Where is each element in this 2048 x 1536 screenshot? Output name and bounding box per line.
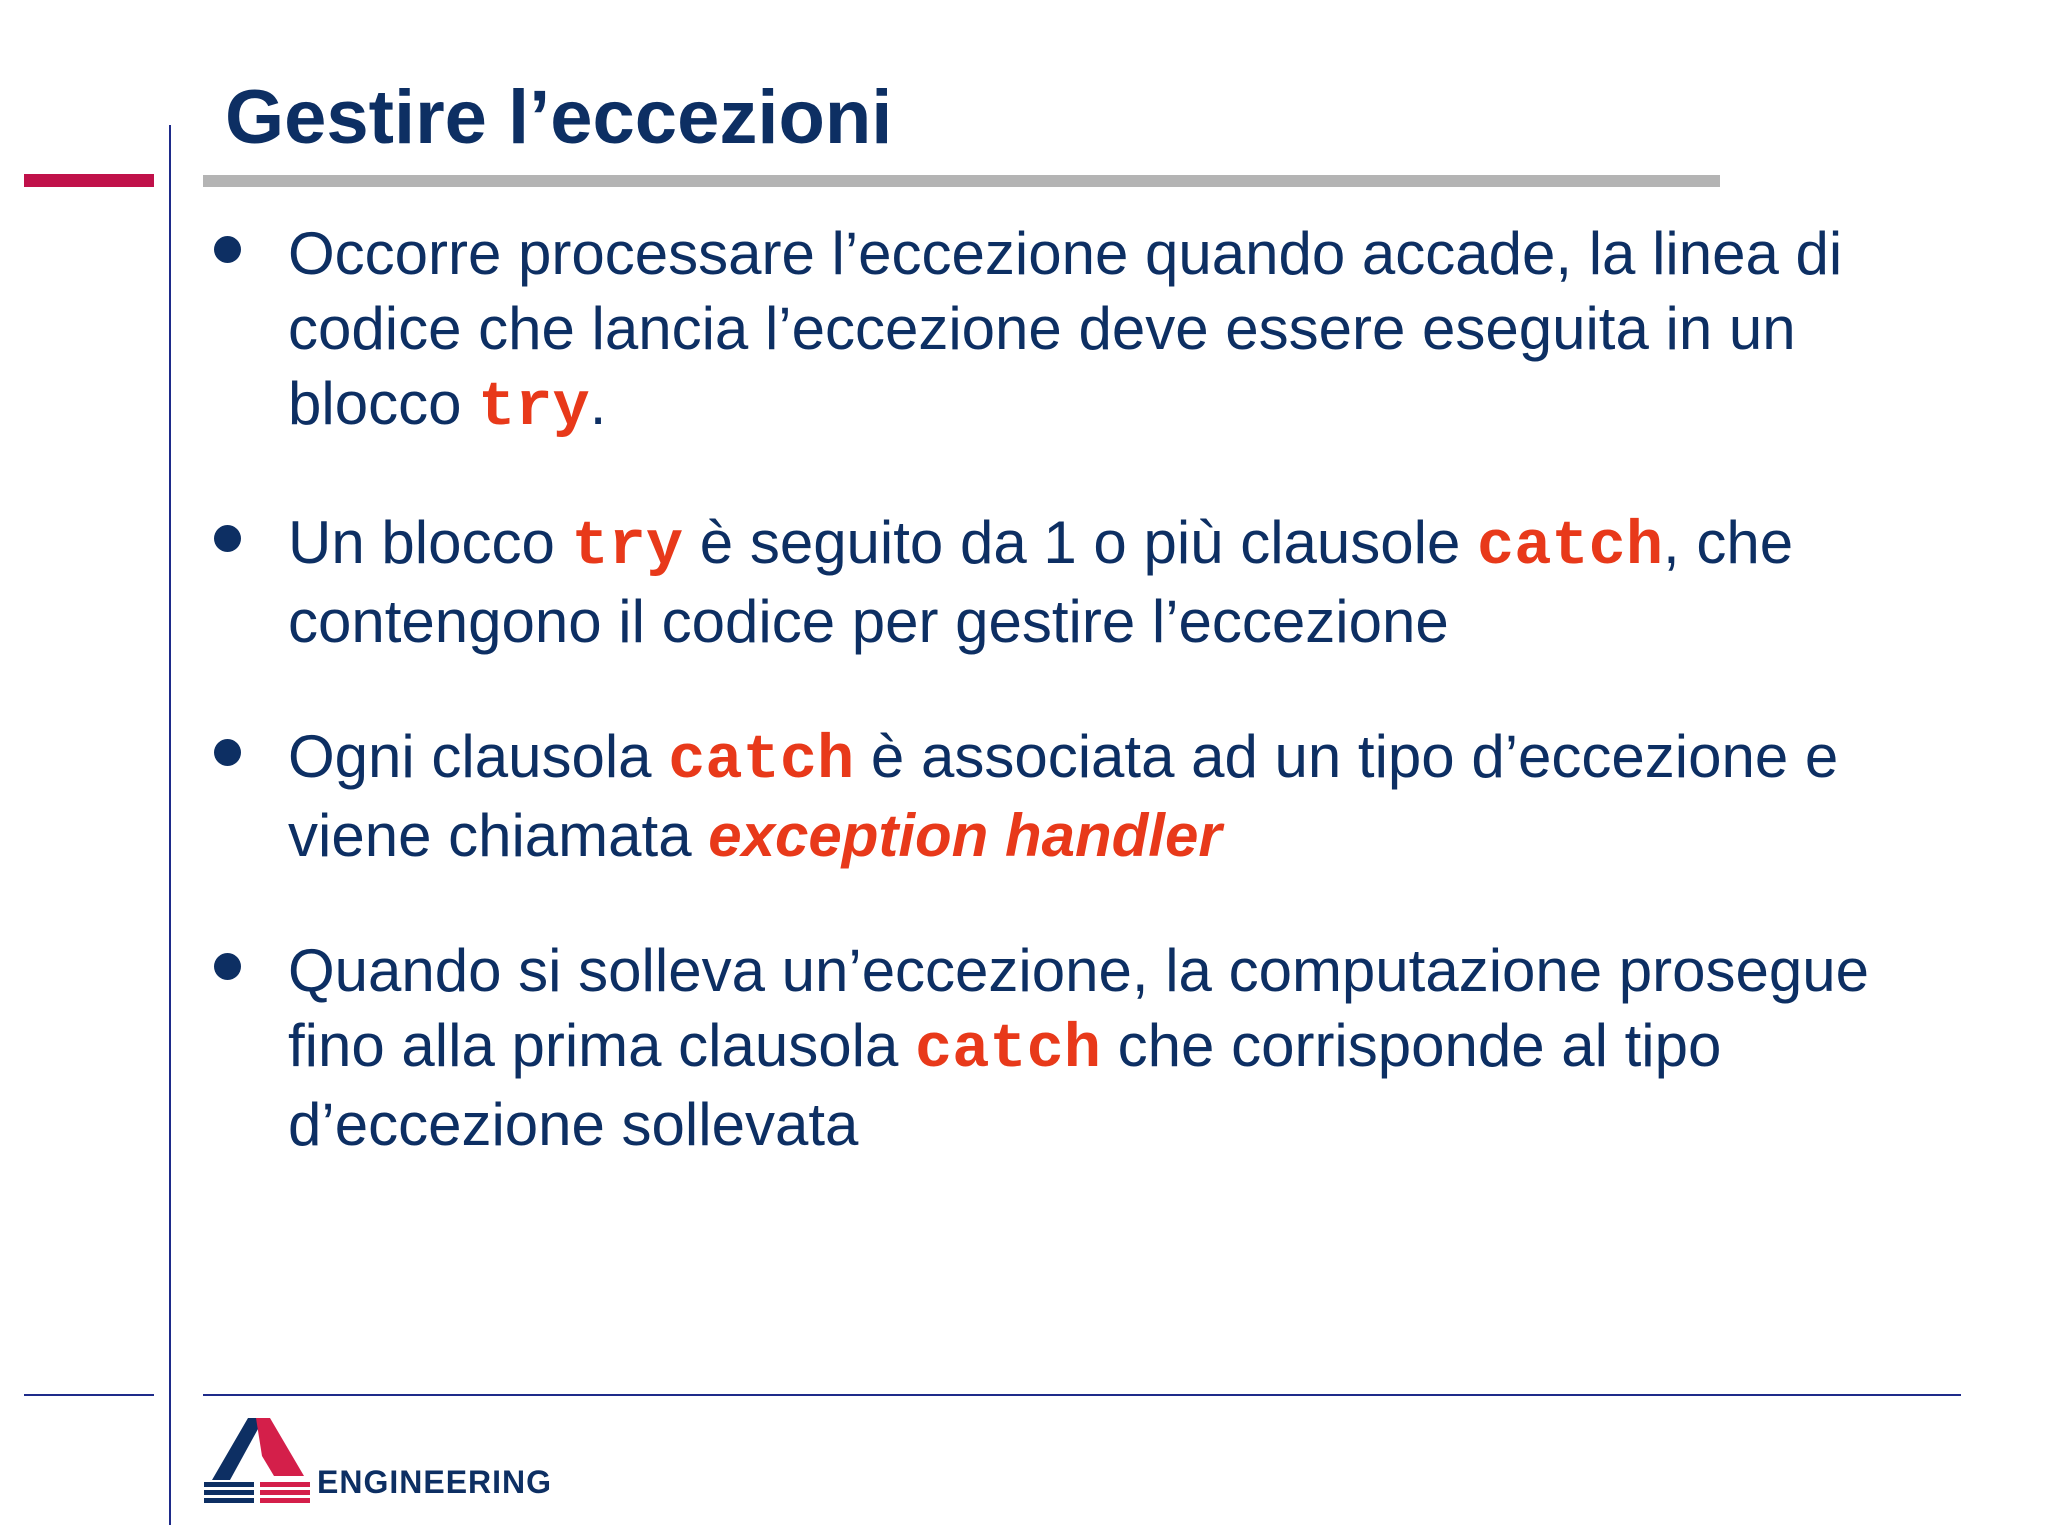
engineering-logo-mark-icon xyxy=(204,1410,310,1506)
emphasis-exception-handler: exception handler xyxy=(708,802,1222,869)
keyword-try: try xyxy=(571,511,684,582)
keyword-catch: catch xyxy=(1477,511,1664,582)
logo-wordmark: ENGINEERING xyxy=(317,1464,553,1500)
bullet-text: Occorre processare l’eccezione quando accade, la linea di codice che lancia l’eccezione deve essere eseguita in un blocco xyxy=(288,220,1843,437)
engineering-logo xyxy=(204,1410,604,1510)
bullet-dot-icon xyxy=(214,953,241,980)
footer-rule-left xyxy=(24,1394,154,1396)
bullet-dot-icon xyxy=(214,236,241,263)
bullet-list xyxy=(200,216,1900,1222)
slide-title: Gestire l’eccezioni xyxy=(225,75,893,160)
bullet-text: Un blocco xyxy=(288,509,572,576)
bullet-item xyxy=(200,505,1900,659)
bullet-dot-icon xyxy=(214,739,241,766)
bullet-item xyxy=(200,933,1900,1162)
title-underline xyxy=(203,175,1720,187)
bullet-text: è associata ad un tipo d’eccezione e viene chiamata xyxy=(288,723,1839,869)
bullet-text: . xyxy=(589,370,607,437)
bullet-item xyxy=(200,719,1900,873)
keyword-catch: catch xyxy=(668,725,855,796)
bullet-text: Ogni clausola xyxy=(288,723,669,790)
bullet-text: , che contengono il codice per gestire l’eccezione xyxy=(288,509,1794,655)
bullet-text: è seguito da 1 o più clausole xyxy=(683,509,1477,576)
bullet-text: che corrisponde al tipo d’eccezione sollevata xyxy=(288,1012,1722,1158)
bullet-item xyxy=(200,216,1900,445)
bullet-text: Quando si solleva un’eccezione, la computazione prosegue fino alla prima clausola xyxy=(288,937,1870,1079)
bullet-dot-icon xyxy=(214,525,241,552)
title-accent-bar xyxy=(24,174,154,187)
left-vertical-rule xyxy=(169,125,171,1525)
keyword-catch: catch xyxy=(914,1014,1102,1085)
keyword-try: try xyxy=(478,372,590,443)
footer-rule-right xyxy=(203,1394,1961,1396)
